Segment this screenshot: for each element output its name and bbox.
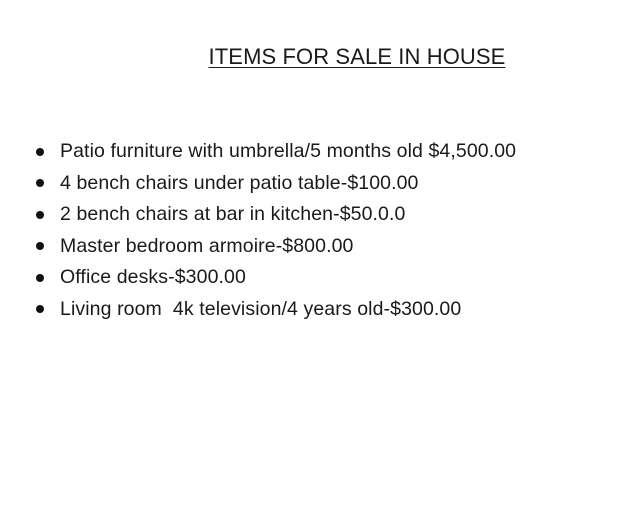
list-item-text: 2 bench chairs at bar in kitchen-$50.0.0	[60, 203, 406, 226]
bullet-icon	[36, 148, 44, 156]
page-title: ITEMS FOR SALE IN HOUSE	[208, 44, 506, 69]
list-item-text: Patio furniture with umbrella/5 months old $4,500.00	[60, 140, 517, 163]
list-item	[32, 294, 516, 326]
list-item	[32, 199, 516, 231]
list-item-text: Office desks-$300.00	[60, 266, 246, 289]
list-item-text: Living room 4k television/4 years old-$300.00	[60, 297, 462, 320]
list-item-text: 4 bench chairs under patio table-$100.00	[60, 171, 419, 194]
bullet-icon	[36, 274, 44, 282]
list-item	[32, 231, 516, 263]
list-item	[32, 168, 516, 200]
bullet-icon	[36, 211, 44, 219]
list-item	[32, 262, 516, 294]
bullet-icon	[36, 179, 44, 187]
list-item-text: Master bedroom armoire-$800.00	[60, 234, 354, 257]
bullet-icon	[36, 242, 44, 250]
items-list	[32, 136, 516, 325]
list-item	[32, 136, 516, 168]
bullet-icon	[36, 305, 44, 313]
